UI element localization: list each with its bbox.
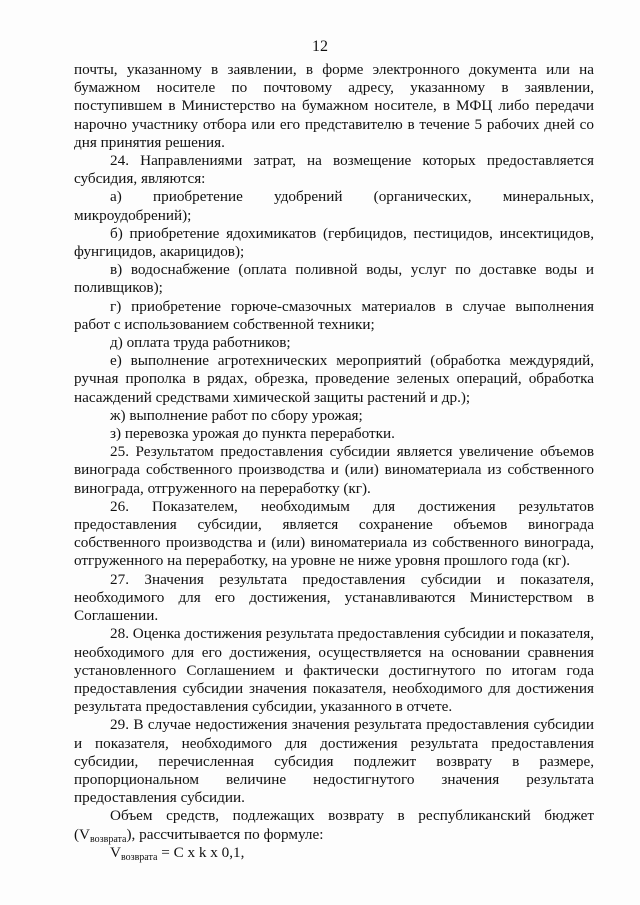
- list-item-d: д) оплата труда работников;: [110, 334, 291, 352]
- document-body: [74, 61, 594, 862]
- formula: [74, 844, 594, 862]
- volume-subscript: возврата: [90, 833, 127, 845]
- paragraph-24: 24. Направлениями затрат, на возмещение которых предоставляется субсидия, являются:: [74, 152, 594, 188]
- volume-text-before: Объем средств, подлежащих возврату в республиканский бюджет (V: [74, 807, 594, 843]
- page-number: 12: [312, 38, 328, 55]
- list-item-b: б) приобретение ядохимикатов (гербицидов, пестицидов, инсектицидов, фунгицидов, акарицидов);: [74, 224, 594, 261]
- list-item-z: з) перевозка урожая до пункта переработки.: [110, 425, 395, 443]
- list-item-e: е) выполнение агротехнических мероприятий (обработка междурядий, ручная прополка в рядах, обрезка, проведение зеленых операций, обработка насаждений средствами химической защиты растений и др.);: [74, 352, 594, 406]
- list-item-v: в) водоснабжение (оплата поливной воды, услуг по доставке воды и поливщиков);: [74, 261, 594, 297]
- paragraph-28: 28. Оценка достижения результата предоставления субсидии и показателя, необходимого для его достижения, осуществляется на основании сравнения установленного Соглашением и фактически достигнутого по итогам года предоставления субсидии значения показателя, необходимого для достижения результата предоставления субсидии, указанного в отчете.: [74, 625, 594, 716]
- list-item-zh: ж) выполнение работ по сбору урожая;: [110, 406, 363, 424]
- list-item-a: а) приобретение удобрений (органических, минеральных, микроудобрений);: [74, 188, 594, 224]
- paragraph-29: 29. В случае недостижения значения результата предоставления субсидии и показателя, необходимого для достижения результата предоставления субсидии, перечисленная субсидия подлежит возврату в размере, пропорциональном величине недостигнутого значения результата предоставления субсидии.: [74, 716, 594, 807]
- volume-paragraph: [74, 807, 594, 843]
- paragraph-26: 26. Показателем, необходимым для достижения результатов предоставления субсидии, является сохранение объемов винограда собственного производства и (или) виноматериала из собственного винограда, отгруженного на переработку, на уровне не ниже уровня прошлого года (кг).: [74, 497, 594, 570]
- paragraph-27: 27. Значения результата предоставления субсидии и показателя, необходимого для его достижения, устанавливаются Министерством в Соглашении.: [74, 570, 594, 625]
- formula-symbol: V: [110, 843, 121, 861]
- list-item-g: г) приобретение горюче-смазочных материалов в случае выполнения работ с использованием собственной техники;: [74, 297, 594, 333]
- volume-text-after: ), рассчитывается по формуле:: [126, 825, 324, 843]
- paragraph-continuation: почты, указанному в заявлении, в форме электронного документа или на бумажном носителе по почтовому адресу, указанному в заявлении, поступившем в Министерство на бумажном носителе, в МФЦ либо передачи нарочно участнику отбора или его представителю в течение 5 рабочих дней со дня принятия решения.: [74, 61, 594, 151]
- formula-expression: = C x k x 0,1,: [157, 843, 245, 861]
- paragraph-25: 25. Результатом предоставления субсидии является увеличение объемов винограда собственного производства и (или) виноматериала из собственного винограда, отгруженного на переработку (кг).: [74, 443, 594, 497]
- formula-subscript: возврата: [120, 851, 158, 863]
